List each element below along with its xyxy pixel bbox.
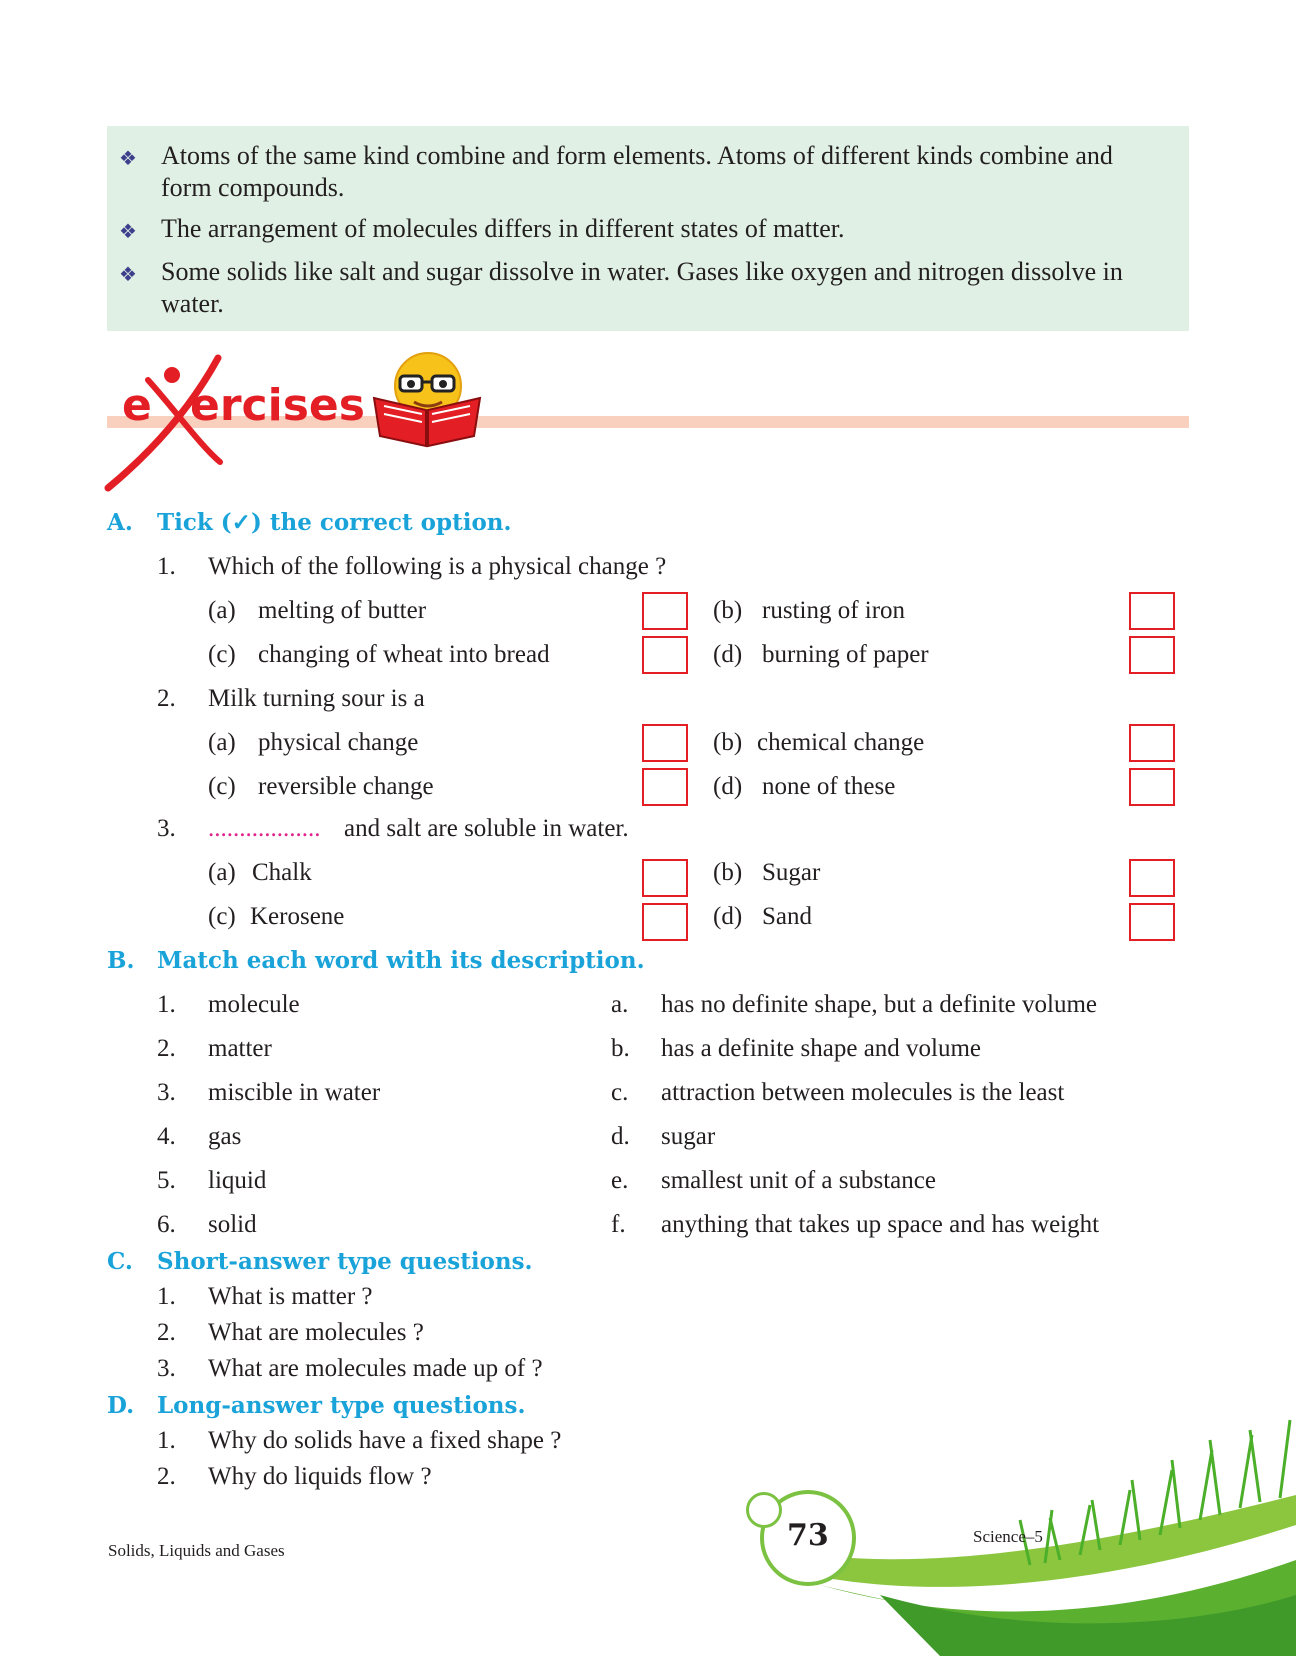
match-left-number: 1. bbox=[157, 991, 176, 1018]
tick-box[interactable] bbox=[642, 768, 688, 806]
match-right-letter: b. bbox=[611, 1035, 630, 1062]
match-left-text: solid bbox=[208, 1211, 257, 1238]
question-number: 1. bbox=[157, 1283, 176, 1310]
option-label: (d) bbox=[713, 773, 743, 800]
section-b-title: Match each word with its description. bbox=[157, 947, 645, 974]
tick-box[interactable] bbox=[642, 592, 688, 630]
bullet-icon: ❖ bbox=[119, 221, 137, 243]
match-left-text: matter bbox=[208, 1035, 272, 1062]
match-left-text: molecule bbox=[208, 991, 300, 1018]
question-text: and salt are soluble in water. bbox=[344, 815, 629, 842]
option-text: Sand bbox=[762, 903, 812, 930]
match-left-number: 6. bbox=[157, 1211, 176, 1238]
match-right-letter: f. bbox=[611, 1211, 626, 1238]
tick-box[interactable] bbox=[1129, 768, 1175, 806]
section-c-title: Short-answer type questions. bbox=[157, 1248, 533, 1275]
option-label: (d) bbox=[713, 641, 743, 668]
option-text: reversible change bbox=[258, 773, 434, 800]
book-name: Science–5 bbox=[973, 1527, 1043, 1546]
option-text: rusting of iron bbox=[762, 597, 906, 624]
match-right-text: sugar bbox=[661, 1123, 716, 1150]
question-number: 1. bbox=[157, 1427, 176, 1454]
exercises-title-e: e bbox=[122, 380, 152, 431]
option-text: chemical change bbox=[757, 729, 925, 756]
option-text: Sugar bbox=[762, 859, 821, 886]
option-label: (b) bbox=[713, 597, 743, 624]
question-number: 3. bbox=[157, 815, 176, 842]
option-label: (b) bbox=[713, 859, 743, 886]
section-a-letter: A. bbox=[107, 509, 133, 536]
tick-box[interactable] bbox=[642, 903, 688, 941]
option-label: (c) bbox=[208, 641, 236, 668]
option-text: physical change bbox=[258, 729, 419, 756]
match-left-text: miscible in water bbox=[208, 1079, 381, 1106]
tick-box[interactable] bbox=[1129, 724, 1175, 762]
question-number: 2. bbox=[157, 685, 176, 712]
option-text: burning of paper bbox=[762, 641, 929, 668]
question-text: What are molecules made up of ? bbox=[208, 1355, 543, 1382]
tick-box[interactable] bbox=[1129, 592, 1175, 630]
question-text: Why do solids have a fixed shape ? bbox=[208, 1427, 562, 1454]
tick-box[interactable] bbox=[1129, 859, 1175, 897]
match-right-letter: d. bbox=[611, 1123, 630, 1150]
summary-text: Some solids like salt and sugar dissolve in water. Gases like oxygen and nitrogen dissolve in bbox=[161, 257, 1123, 286]
option-text: melting of butter bbox=[258, 597, 427, 624]
match-left-number: 5. bbox=[157, 1167, 176, 1194]
option-text: none of these bbox=[762, 773, 896, 800]
section-b-letter: B. bbox=[107, 947, 135, 974]
tick-box[interactable] bbox=[1129, 903, 1175, 941]
match-right-letter: c. bbox=[611, 1079, 629, 1106]
summary-text: form compounds. bbox=[161, 173, 345, 202]
question-number: 2. bbox=[157, 1463, 176, 1490]
question-number: 3. bbox=[157, 1355, 176, 1382]
page-number-dot bbox=[746, 1492, 782, 1528]
match-right-text: has a definite shape and volume bbox=[661, 1035, 982, 1062]
option-text: Chalk bbox=[252, 859, 312, 886]
section-a-title: Tick (✓) the correct option. bbox=[157, 509, 512, 536]
bullet-icon: ❖ bbox=[119, 148, 137, 170]
match-right-text: anything that takes up space and has weight bbox=[661, 1211, 1100, 1238]
option-label: (d) bbox=[713, 903, 743, 930]
option-label: (b) bbox=[713, 729, 743, 756]
fill-blank: .................. bbox=[208, 815, 321, 842]
option-text: Kerosene bbox=[250, 903, 345, 930]
match-right-letter: a. bbox=[611, 991, 629, 1018]
tick-box[interactable] bbox=[1129, 636, 1175, 674]
question-text: Why do liquids flow ? bbox=[208, 1463, 432, 1490]
question-number: 1. bbox=[157, 553, 176, 580]
section-d-letter: D. bbox=[107, 1392, 135, 1419]
tick-box[interactable] bbox=[642, 636, 688, 674]
bullet-icon: ❖ bbox=[119, 264, 137, 286]
question-text: Which of the following is a physical change ? bbox=[208, 553, 667, 580]
summary-text: water. bbox=[161, 289, 224, 318]
option-label: (a) bbox=[208, 859, 236, 886]
question-text: What is matter ? bbox=[208, 1283, 373, 1310]
option-text: changing of wheat into bread bbox=[258, 641, 550, 668]
match-right-text: has no definite shape, but a definite volume bbox=[661, 991, 1097, 1018]
chapter-name: Solids, Liquids and Gases bbox=[108, 1541, 285, 1560]
match-left-number: 2. bbox=[157, 1035, 176, 1062]
section-c-letter: C. bbox=[107, 1248, 133, 1275]
question-text: What are molecules ? bbox=[208, 1319, 424, 1346]
option-label: (a) bbox=[208, 597, 236, 624]
section-d-title: Long-answer type questions. bbox=[157, 1392, 526, 1419]
question-text: Milk turning sour is a bbox=[208, 685, 425, 712]
summary-text: Atoms of the same kind combine and form elements. Atoms of different kinds combine and bbox=[161, 141, 1113, 170]
match-right-text: smallest unit of a substance bbox=[661, 1167, 936, 1194]
match-left-number: 3. bbox=[157, 1079, 176, 1106]
match-left-text: liquid bbox=[208, 1167, 267, 1194]
match-right-letter: e. bbox=[611, 1167, 629, 1194]
option-label: (c) bbox=[208, 903, 236, 930]
match-left-text: gas bbox=[208, 1123, 242, 1150]
match-left-number: 4. bbox=[157, 1123, 176, 1150]
tick-box[interactable] bbox=[642, 724, 688, 762]
question-number: 2. bbox=[157, 1319, 176, 1346]
exercises-title-rest: ercises bbox=[190, 380, 365, 431]
exercises-logo bbox=[100, 350, 365, 500]
option-label: (c) bbox=[208, 773, 236, 800]
tick-box[interactable] bbox=[642, 859, 688, 897]
page-number: 73 bbox=[787, 1518, 829, 1553]
match-right-text: attraction between molecules is the least bbox=[661, 1079, 1065, 1106]
summary-text: The arrangement of molecules differs in different states of matter. bbox=[161, 214, 845, 243]
summary-box bbox=[107, 126, 1189, 331]
option-label: (a) bbox=[208, 729, 236, 756]
reading-smiley-icon bbox=[370, 350, 485, 450]
